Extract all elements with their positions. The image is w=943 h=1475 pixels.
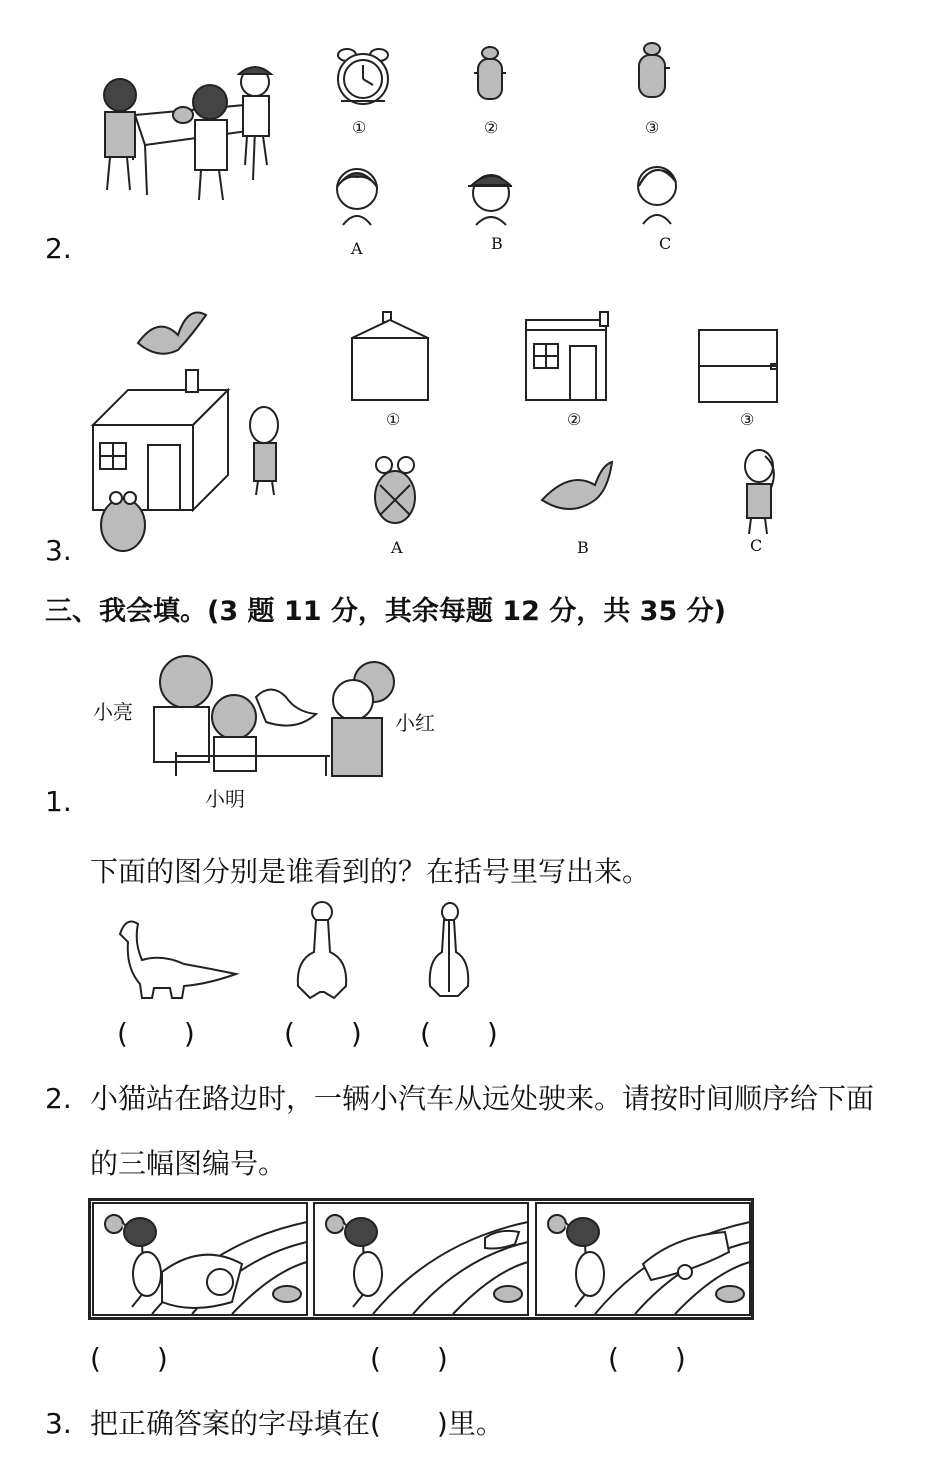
children-table-illustration — [95, 60, 285, 205]
s3q1-prompt: 下面的图分别是谁看到的？在括号里写出来。 — [90, 855, 651, 888]
q3-option-c-label: C — [750, 536, 763, 555]
dinosaur-front-view — [292, 900, 352, 1000]
house-view-2 — [524, 310, 610, 402]
frog-view — [370, 455, 420, 527]
s3q3-number: 3. — [45, 1407, 72, 1440]
s3q1-blank-1[interactable]: ( ) — [117, 1017, 195, 1050]
dinosaur-back-view — [424, 902, 474, 998]
clock-side-view — [470, 45, 510, 105]
name-xiaoliang: 小亮 — [93, 700, 133, 724]
cat-car-panel-3 — [535, 1202, 751, 1316]
clock-front-view — [333, 45, 393, 107]
cat-car-panel-2 — [313, 1202, 529, 1316]
name-xiaohong: 小红 — [395, 711, 435, 735]
boy-c-head — [635, 162, 680, 228]
q2-option-2-label: ② — [484, 118, 499, 137]
q2-option-1-label: ① — [352, 118, 367, 137]
boy-b-head — [466, 167, 516, 229]
dog-view — [733, 448, 781, 538]
name-xiaoming: 小明 — [205, 787, 245, 811]
s3q2-number: 2. — [45, 1082, 72, 1115]
boy-a-head — [333, 165, 381, 230]
s3q2-line-1: 小猫站在路边时，一辆小汽车从远处驶来。请按时间顺序给下面 — [90, 1082, 875, 1115]
q3-option-1-label: ① — [386, 410, 401, 429]
section-3-heading: 三、我会填。(3 题 11 分，其余每题 12 分，共 35 分) — [45, 596, 726, 627]
s3q3-text: 把正确答案的字母填在( )里。 — [90, 1407, 504, 1440]
house-view-3 — [697, 328, 779, 403]
q3-number: 3. — [45, 534, 72, 567]
s3q1-number: 1. — [45, 785, 72, 818]
house-view-1 — [350, 310, 430, 402]
bird-view — [540, 460, 615, 520]
q3-option-b-label: B — [577, 538, 589, 557]
clock-back-view — [632, 40, 672, 102]
house-scene-illustration — [88, 295, 298, 555]
cat-car-panel-1 — [92, 1202, 308, 1316]
q2-option-c-label: C — [659, 234, 672, 253]
s3q1-blank-2[interactable]: ( ) — [284, 1017, 362, 1050]
s3q2-blank-1[interactable]: ( ) — [90, 1342, 168, 1375]
q2-option-b-label: B — [491, 234, 503, 253]
s3q2-blank-3[interactable]: ( ) — [608, 1342, 686, 1375]
q2-option-3-label: ③ — [645, 118, 660, 137]
q2-option-a-label: A — [351, 239, 363, 258]
q2-number: 2. — [45, 232, 72, 265]
s3q1-blank-3[interactable]: ( ) — [420, 1017, 498, 1050]
s3q2-line-2: 的三幅图编号。 — [90, 1147, 287, 1180]
s3q2-blank-2[interactable]: ( ) — [370, 1342, 448, 1375]
q3-option-2-label: ② — [567, 410, 582, 429]
kids-dinosaur-illustration — [146, 652, 396, 780]
dinosaur-side-view — [112, 914, 240, 1000]
q3-option-a-label: A — [391, 538, 403, 557]
q3-option-3-label: ③ — [740, 410, 755, 429]
